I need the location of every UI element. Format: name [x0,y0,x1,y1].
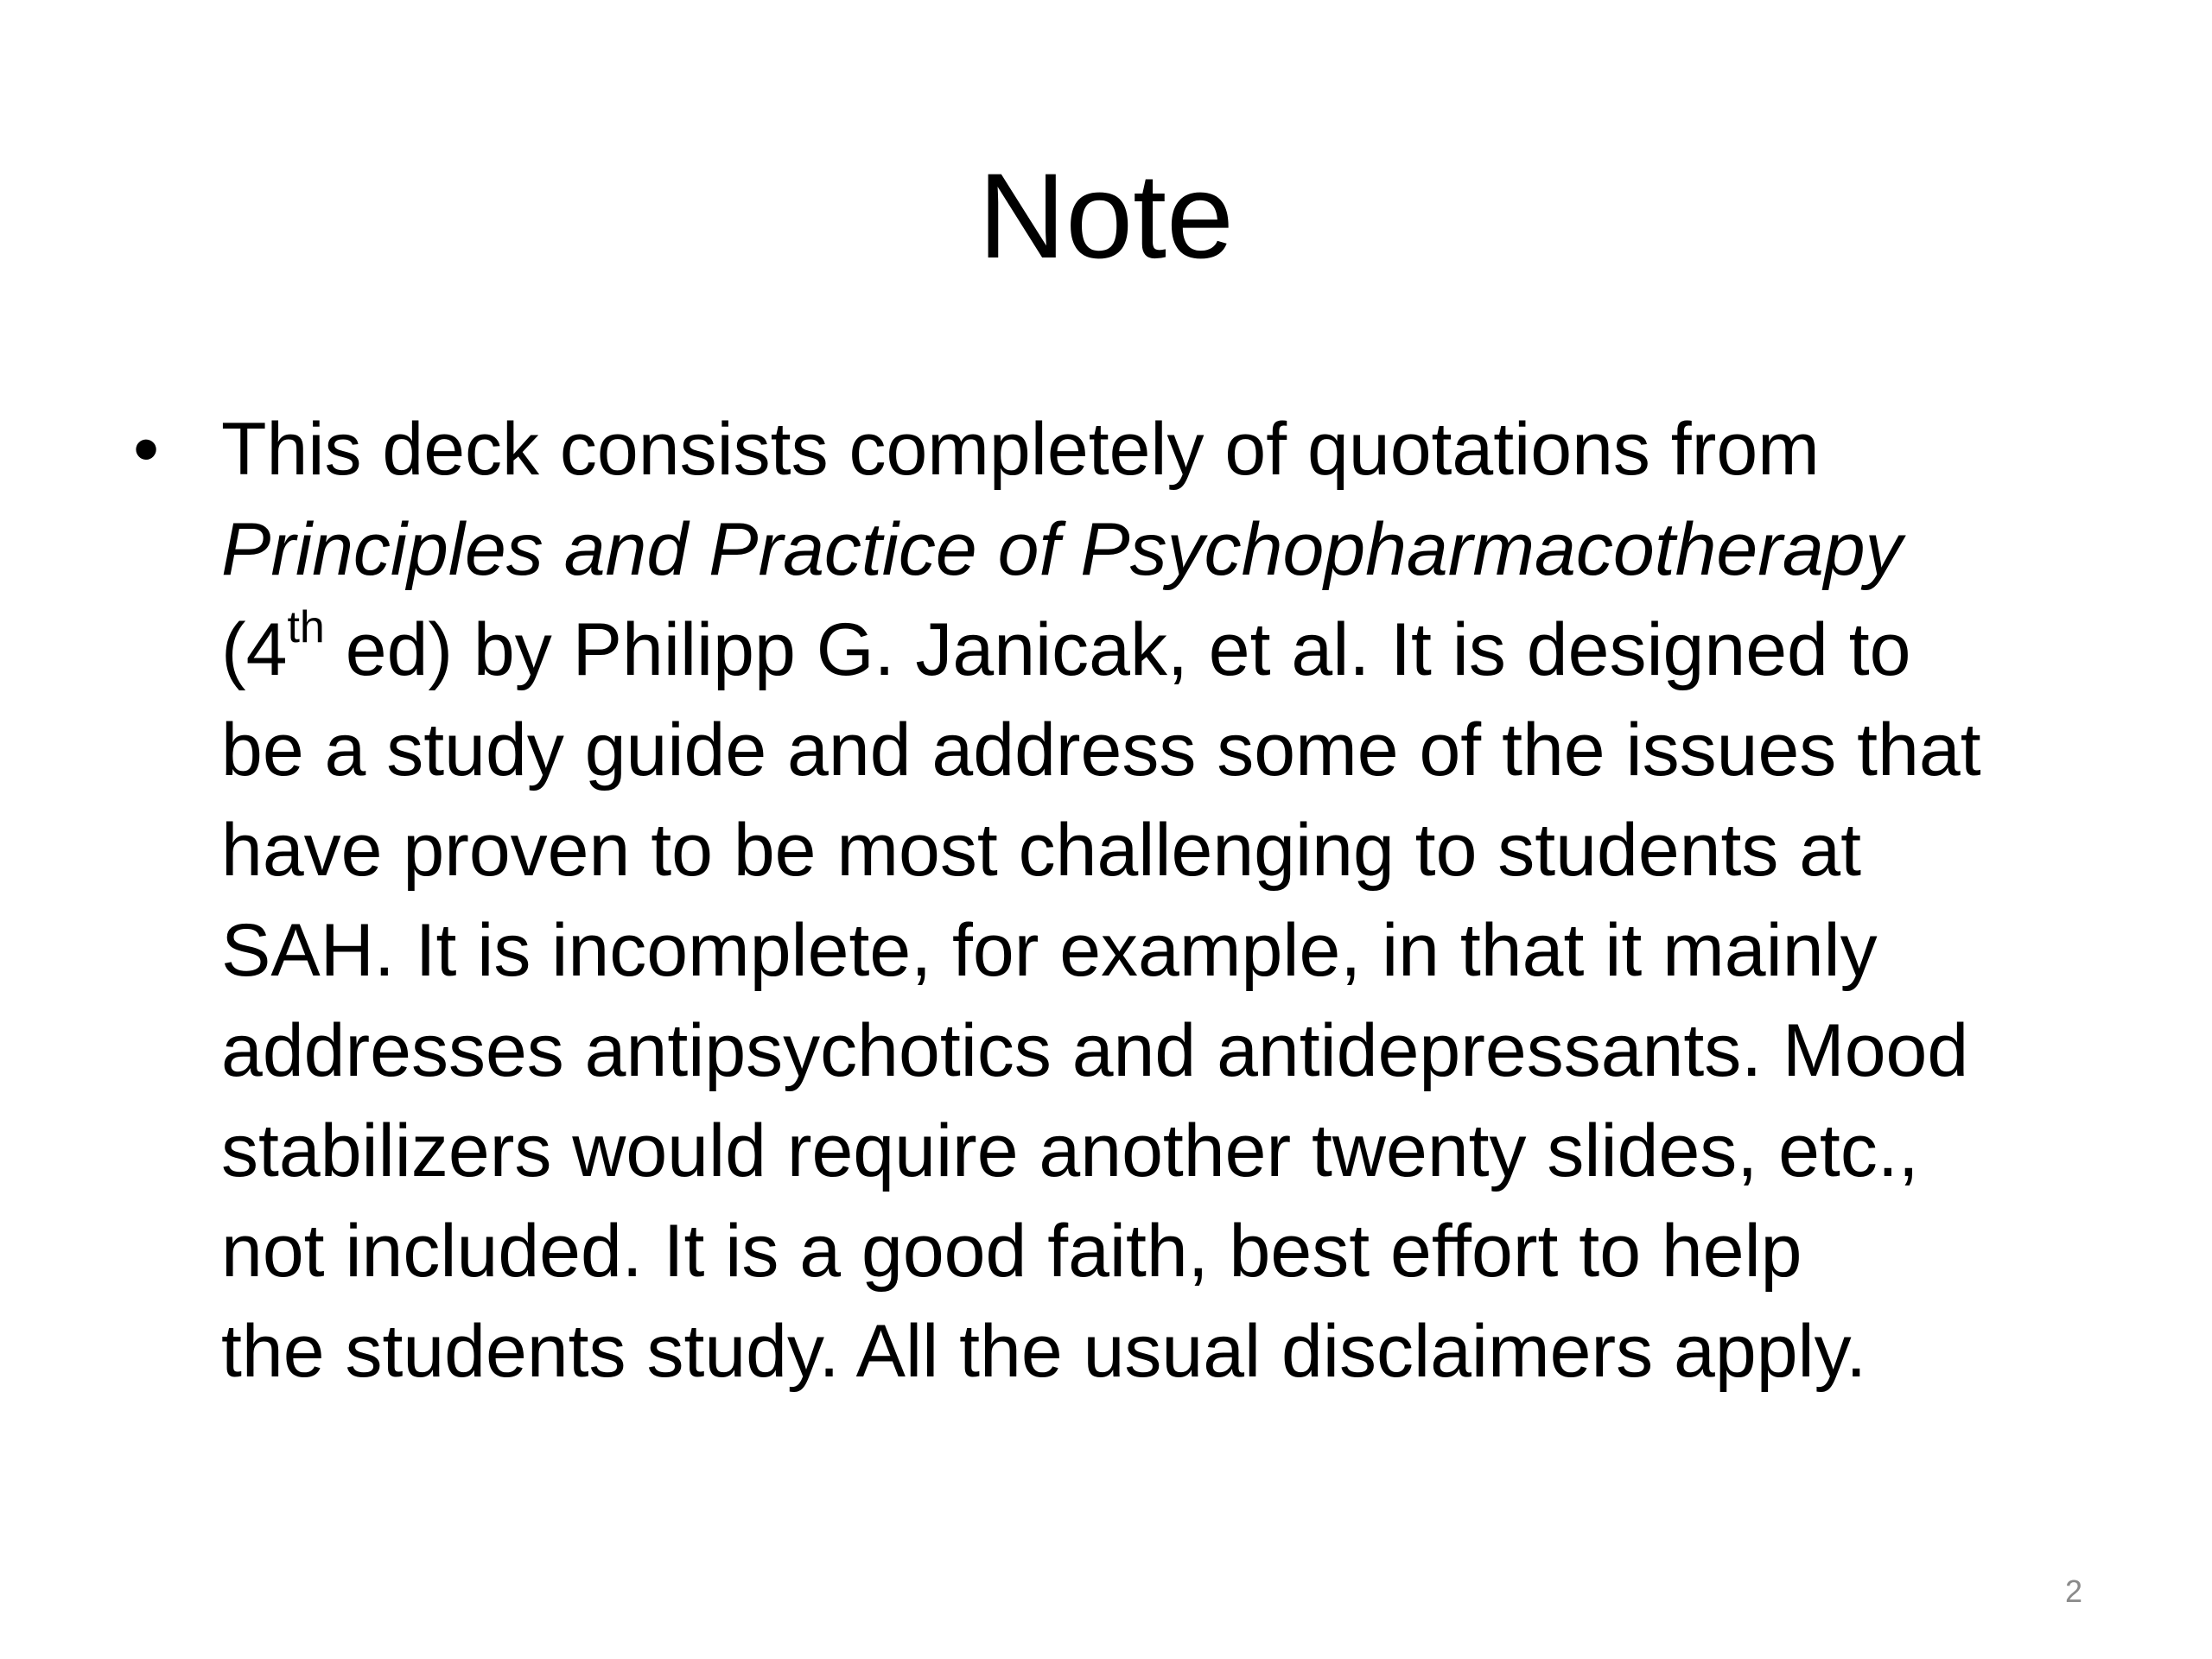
bullet-icon: • [133,408,160,491]
text-line-10: the students study. All the usual disclaimers apply. [221,1310,1867,1393]
edition-ordinal-suffix: th [287,602,325,653]
text-line-5: have proven to be most challenging to students at [221,809,1862,892]
slide-body [130,399,2203,1402]
text-line-9: not included. It is a good faith, best effort to help [221,1210,1802,1293]
page-number: 2 [2064,1573,2082,1609]
edition-number: (4 [221,608,288,691]
text-line-8: stabilizers would require another twenty slides, etc., [221,1109,1919,1192]
text-line-7: addresses antipsychotics and antidepressants. Mood [221,1009,1969,1092]
text-line-6: SAH. It is incomplete, for example, in that it mainly [221,909,1878,992]
bullet-text [221,399,2203,1402]
text-line-1: This deck consists completely of quotations from [221,408,1820,491]
text-line-2 [221,499,2203,600]
text-line-3-rest: ed) by Philipp G. Janicak, et al. It is designed to [324,608,1911,691]
book-title: Principles and Practice of Psychopharmacotherapy [221,508,1903,591]
slide-title: Note [978,148,1234,283]
text-line-3 [221,600,2203,700]
bullet-item [130,399,2203,1402]
text-line-4: be a study guide and address some of the issues that [221,709,1981,791]
